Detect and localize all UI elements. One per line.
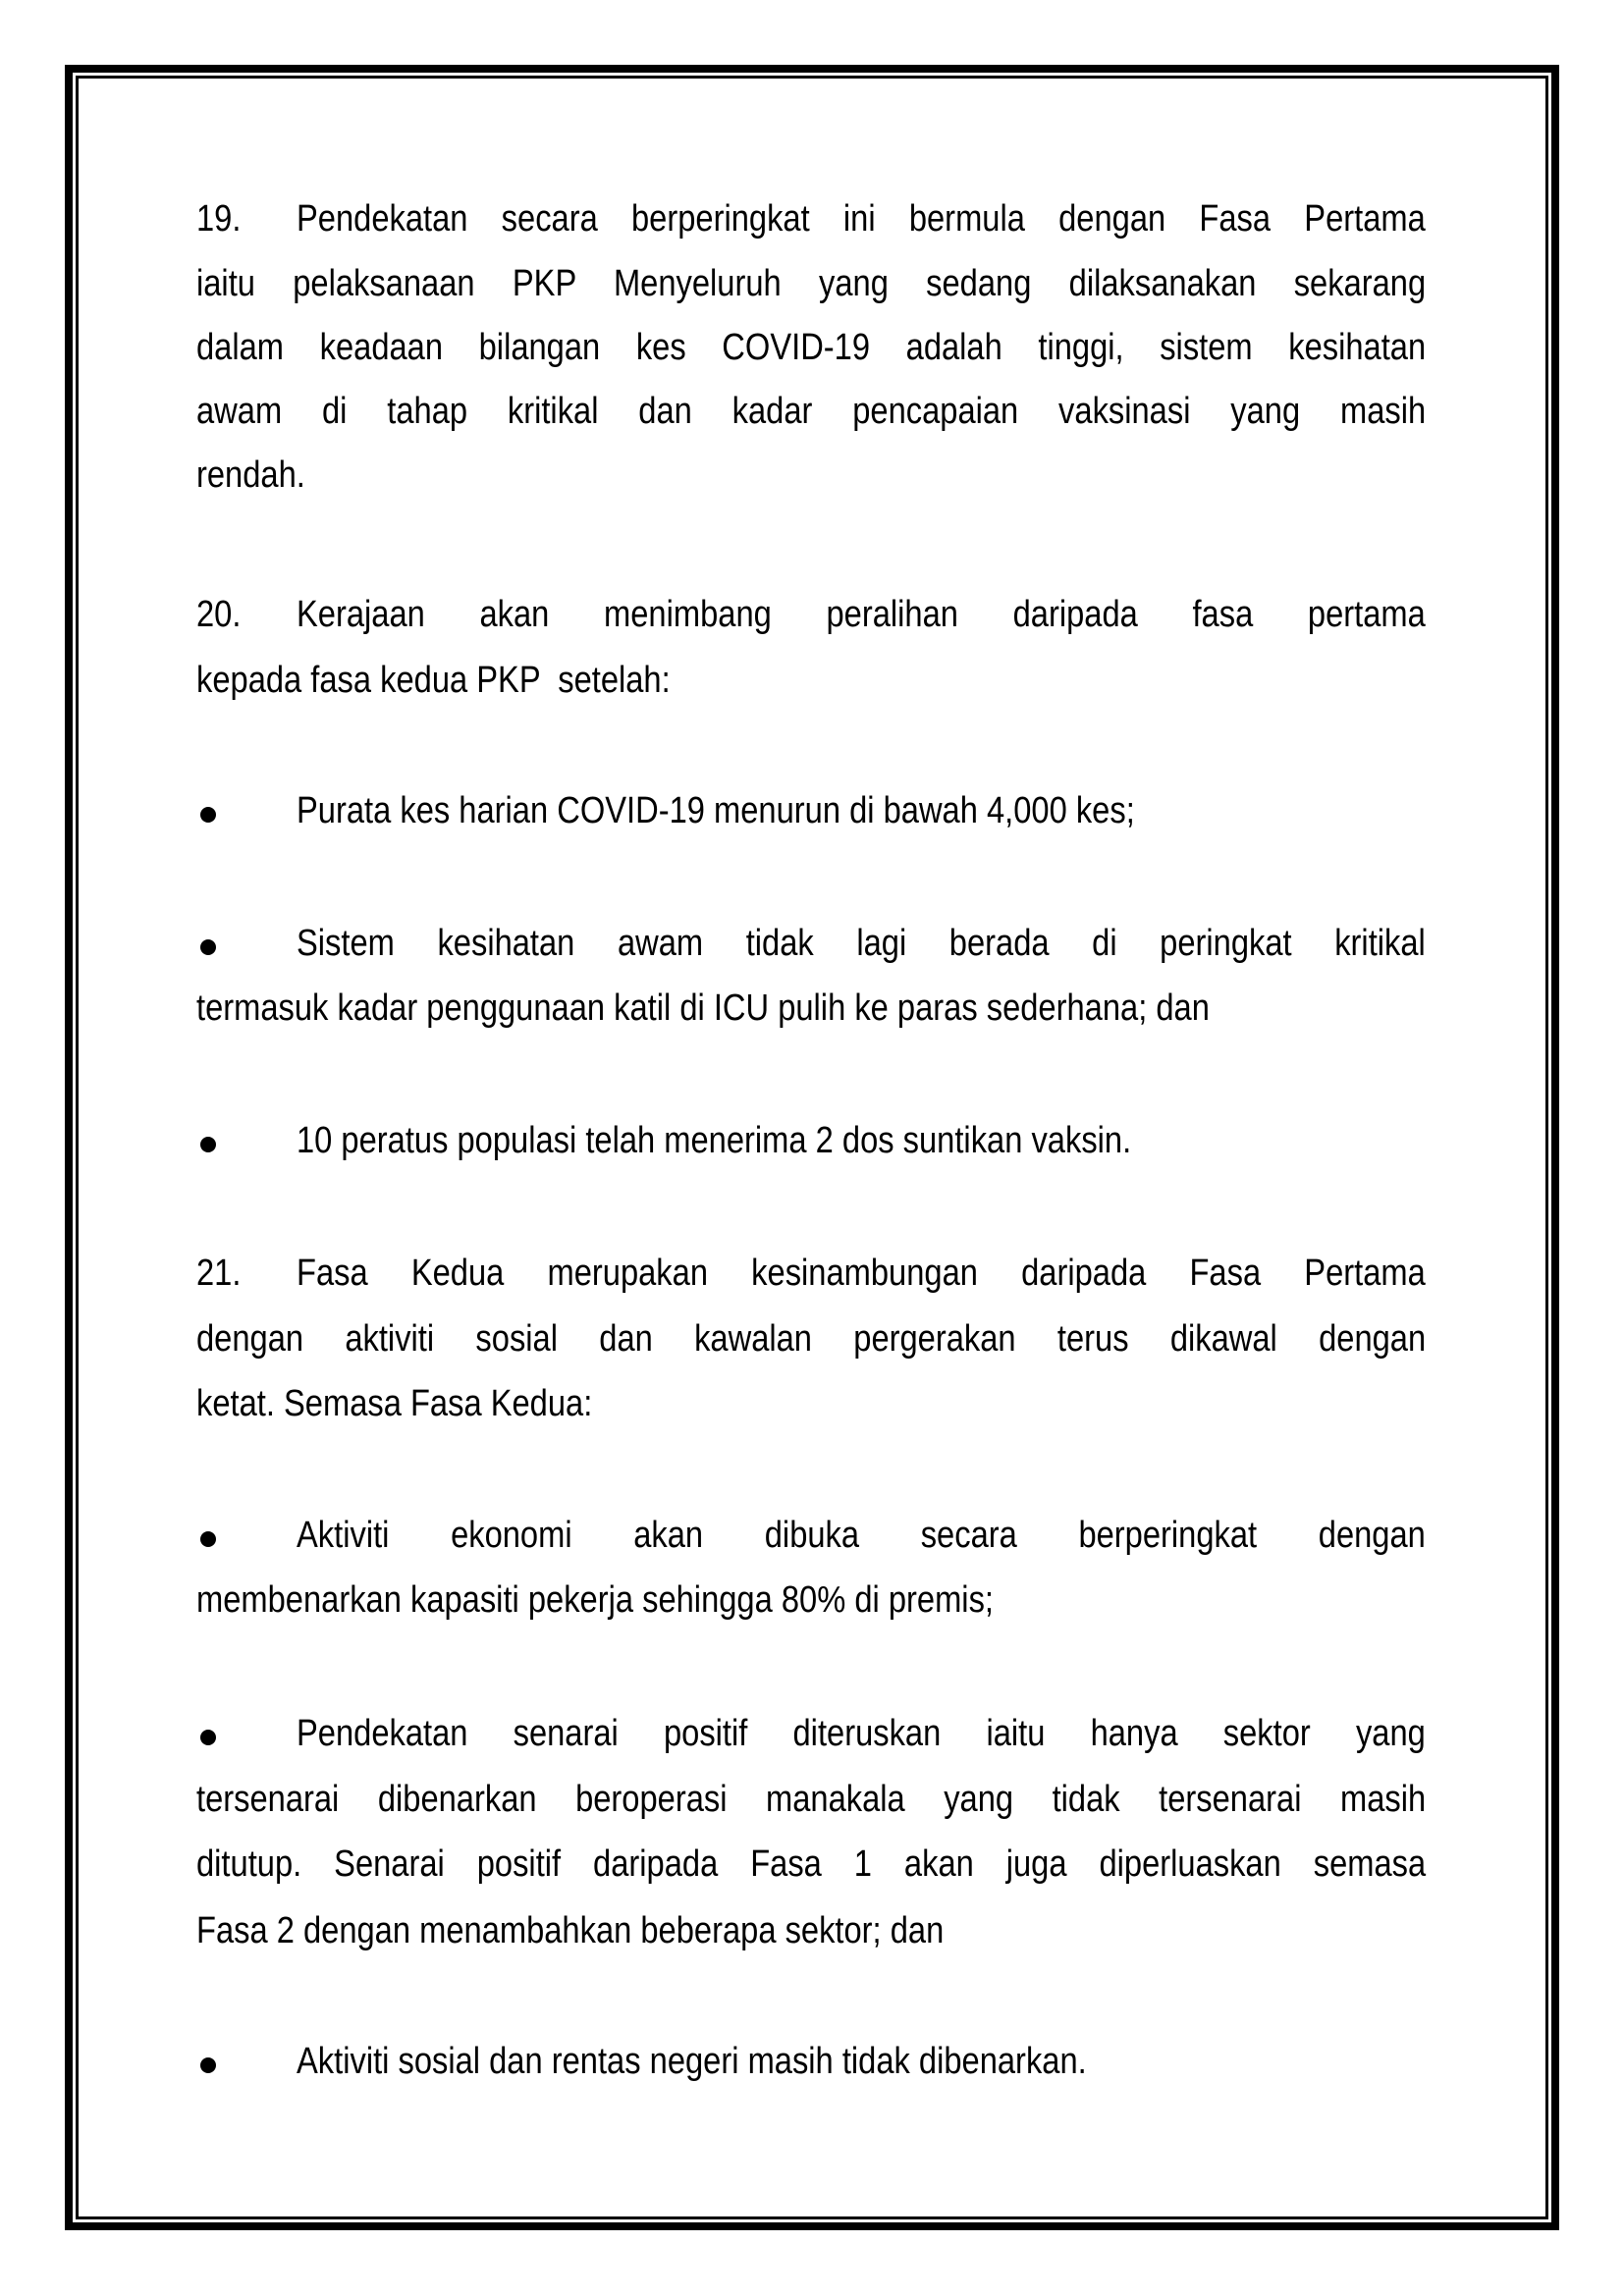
bullet-line: Aktiviti ekonomi akan dibuka secara berperingkat dengan [297, 1515, 1426, 1556]
paragraph-line: kepada fasa kedua PKP setelah: [196, 660, 671, 701]
bullet-icon [200, 1730, 216, 1745]
bullet-line: 10 peratus populasi telah menerima 2 dos suntikan vaksin. [297, 1120, 1132, 1161]
bullet-icon [200, 1137, 216, 1152]
paragraph-line: Kerajaan akan menimbang peralihan daripada fasa pertama [297, 594, 1426, 635]
paragraph-line: dalam keadaan bilangan kes COVID-19 adalah tinggi, sistem kesihatan [196, 327, 1427, 368]
bullet-icon [200, 2057, 216, 2073]
paragraph-line: rendah. [196, 454, 305, 496]
paragraph-line: ketat. Semasa Fasa Kedua: [196, 1383, 593, 1424]
paragraph-line: iaitu pelaksanaan PKP Menyeluruh yang sedang dilaksanakan sekarang [196, 263, 1427, 304]
bullet-icon [200, 807, 216, 823]
paragraph-number: 20. [196, 594, 242, 635]
bullet-line: ditutup. Senarai positif daripada Fasa 1 akan juga diperluaskan semasa [196, 1843, 1427, 1885]
bullet-icon [200, 1531, 216, 1547]
bullet-icon [200, 939, 216, 955]
bullet-line: tersenarai dibenarkan beroperasi manakala yang tidak tersenarai masih [196, 1779, 1427, 1820]
paragraph-line: Fasa Kedua merupakan kesinambungan daripada Fasa Pertama [297, 1253, 1426, 1294]
paragraph-line: dengan aktiviti sosial dan kawalan pergerakan terus dikawal dengan [196, 1318, 1427, 1360]
paragraph-line: awam di tahap kritikal dan kadar pencapaian vaksinasi yang masih [196, 391, 1427, 432]
bullet-line: Pendekatan senarai positif diteruskan iaitu hanya sektor yang [297, 1713, 1426, 1754]
bullet-line: Fasa 2 dengan menambahkan beberapa sektor; dan [196, 1910, 945, 1951]
bullet-line: Aktiviti sosial dan rentas negeri masih tidak dibenarkan. [297, 2041, 1087, 2082]
bullet-line: Sistem kesihatan awam tidak lagi berada di peringkat kritikal [297, 923, 1426, 964]
paragraph-number: 21. [196, 1253, 242, 1294]
bullet-line: membenarkan kapasiti pekerja sehingga 80% di premis; [196, 1579, 995, 1621]
paragraph-line: Pendekatan secara berperingkat ini bermula dengan Fasa Pertama [297, 198, 1426, 240]
bullet-line: Purata kes harian COVID-19 menurun di bawah 4,000 kes; [297, 790, 1135, 831]
bullet-line: termasuk kadar penggunaan katil di ICU pulih ke paras sederhana; dan [196, 988, 1210, 1029]
paragraph-number: 19. [196, 198, 242, 240]
